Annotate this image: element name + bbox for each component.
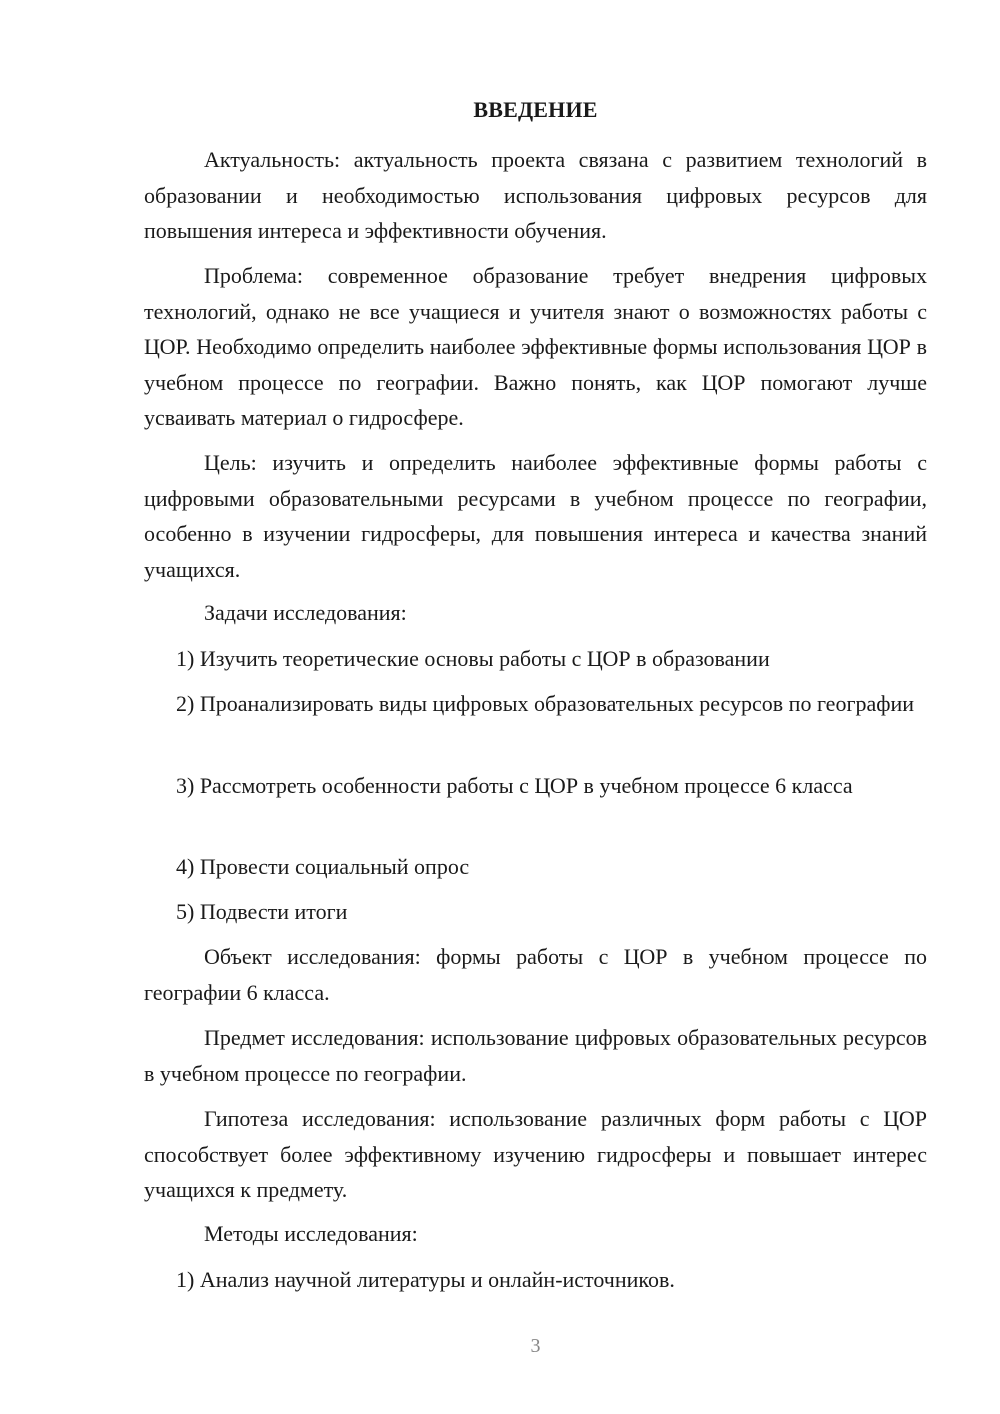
paragraph-methods-heading: Методы исследования: — [204, 1221, 418, 1246]
paragraph-tasks-heading: Задачи исследования: — [204, 600, 407, 625]
list-item-task-2: 2) Проанализировать виды цифровых образовательных ресурсов по географии — [176, 691, 915, 716]
paragraph-object: Объект исследования: формы работы с ЦОР в учебном процессе по географии 6 класса. — [144, 944, 927, 1005]
list-item-task-1: 1) Изучить теоретические основы работы с ЦОР в образовании — [176, 646, 770, 671]
paragraph-subject: Предмет исследования: использование цифровых образовательных ресурсов в учебном процессе по географии. — [144, 1025, 927, 1086]
paragraph-goal: Цель: изучить и определить наиболее эффективные формы работы с цифровыми образовательными ресурсами в учебном процессе по географии, особенно в изучении гидросферы, для повышения интереса и качества знаний учащихся. — [144, 450, 927, 582]
list-item-method-1: 1) Анализ научной литературы и онлайн-источников. — [176, 1267, 675, 1292]
document-page — [144, 0, 927, 1414]
list-item-task-4: 4) Провести социальный опрос — [176, 854, 470, 879]
paragraph-hypothesis: Гипотеза исследования: использование различных форм работы с ЦОР способствует более эффективному изучению гидросферы и повышает интерес учащихся к предмету. — [144, 1106, 927, 1202]
list-item-task-5: 5) Подвести итоги — [176, 899, 348, 924]
list-item-task-3: 3) Рассмотреть особенности работы с ЦОР в учебном процессе 6 класса — [176, 773, 853, 798]
page-number: 3 — [530, 1335, 541, 1357]
paragraph-problem: Проблема: современное образование требует внедрения цифровых технологий, однако не все учащиеся и учителя знают о возможностях работы с ЦОР. Необходимо определить наиболее эффективные формы использования ЦОР в учебном процессе по географии. Важно понять, как ЦОР помогают лучше усваивать материал о гидросфере. — [144, 263, 927, 430]
page-heading: ВВЕДЕНИЕ — [473, 97, 598, 122]
paragraph-relevance: Актуальность: актуальность проекта связана с развитием технологий в образовании и необходимостью использования цифровых ресурсов для повышения интереса и эффективности обучения. — [144, 147, 927, 243]
